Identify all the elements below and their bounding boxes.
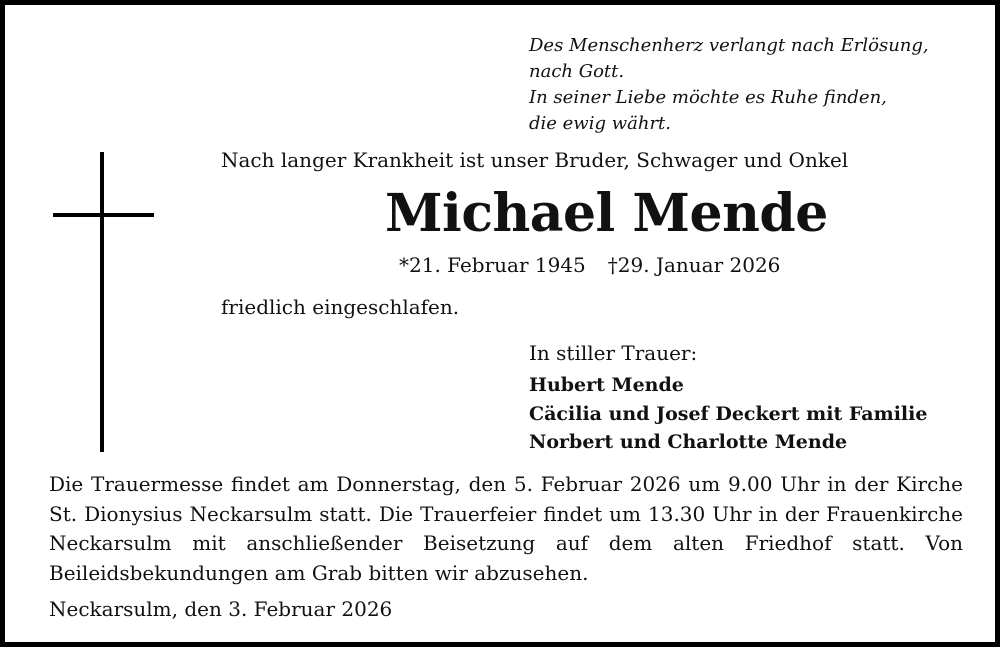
quote-line: nach Gott.	[529, 61, 625, 82]
life-dates	[399, 253, 780, 277]
mourner-name: Hubert Mende	[529, 374, 684, 396]
quote-block	[529, 33, 929, 137]
mourners-list	[529, 371, 927, 457]
mourner-name: Cäcilia und Josef Deckert mit Familie	[529, 402, 928, 425]
quote-line: die ewig währt.	[529, 113, 672, 134]
place-and-date: Neckarsulm, den 3. Februar 2026	[49, 597, 393, 621]
mourning-label: In stiller Trauer:	[529, 341, 698, 365]
quote-line: Des Menschenherz verlangt nach Erlösung,	[529, 35, 929, 56]
cross-vertical-bar	[100, 152, 104, 452]
deceased-name: Michael Mende	[385, 183, 828, 244]
asleep-text: friedlich eingeschlafen.	[221, 295, 460, 319]
mourner-name: Norbert und Charlotte Mende	[529, 431, 848, 453]
intro-text: Nach langer Krankheit ist unser Bruder, Schwager und Onkel	[221, 148, 849, 172]
quote-line: In seiner Liebe möchte es Ruhe finden,	[529, 87, 887, 108]
birth-date: *21. Februar 1945	[399, 253, 586, 277]
announcement-text: Die Trauermesse findet am Donnerstag, den 5. Februar 2026 um 9.00 Uhr in der Kirche St. Dionysius Neckarsulm statt. Die Trauerfeier findet um 13.30 Uhr in der Frauenkirche Neckarsulm mit anschließender Beisetzung auf dem alten Friedhof statt. Von Beileidsbekundungen am Grab bitten wir abzusehen.	[49, 472, 963, 585]
death-date: †29. Januar 2026	[607, 253, 781, 277]
cross-horizontal-bar	[53, 213, 154, 217]
